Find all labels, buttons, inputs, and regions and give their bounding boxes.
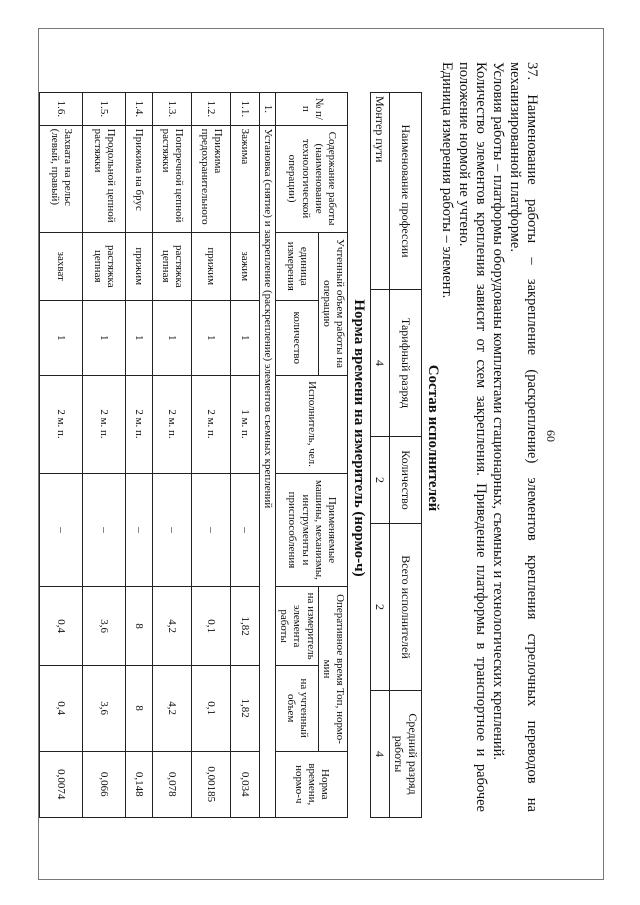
staff-total: 2 <box>371 524 390 691</box>
row-num: 1.6. <box>39 93 82 126</box>
norm-section-num: 1. <box>259 93 275 126</box>
row-qty: 1 <box>191 301 230 375</box>
row-qty: 1 <box>230 301 259 375</box>
row-qty: 1 <box>152 301 191 375</box>
table-row <box>152 93 191 818</box>
row-per-meter: 3,6 <box>82 587 125 665</box>
row-norm: 0,0074 <box>39 751 82 817</box>
row-per-meter: 1,82 <box>230 587 259 665</box>
row-unit: прижим <box>191 232 230 301</box>
row-qty: 1 <box>125 301 152 375</box>
staff-title: Состав исполнителей <box>425 364 441 512</box>
row-executor: 2 м. п. <box>39 375 82 473</box>
row-qty: 1 <box>82 301 125 375</box>
norm-header-content: Содержание работы (наименование технологической операции) <box>276 125 348 232</box>
row-executor: 1 м. п. <box>230 375 259 473</box>
page-number: 60 <box>544 430 558 442</box>
table-row <box>191 93 230 818</box>
paragraph-unit: Единица измерения работы – элемент. <box>439 62 455 299</box>
rotated-page-content <box>48 58 560 818</box>
paragraph-work-name: 37. Наименование работы – закрепление (раскрепление) элементов крепления стрелочных переводов на механизированной платформе. <box>507 62 540 812</box>
staff-table <box>370 92 422 818</box>
row-machines: – <box>39 473 82 587</box>
table-row <box>230 93 259 818</box>
row-norm: 0,148 <box>125 751 152 817</box>
row-content: Зажима <box>230 125 259 232</box>
row-unit: растяжка цепная <box>152 232 191 301</box>
staff-row <box>371 93 390 818</box>
row-executor: 2 м. п. <box>125 375 152 473</box>
row-unit: зажим <box>230 232 259 301</box>
norm-section-label: Установка (снятие) и закрепление (раскрепление) элементов съемных креплений <box>259 125 275 817</box>
staff-profession: Монтер пути <box>371 93 390 290</box>
staff-grade: 4 <box>371 290 390 437</box>
norm-title: Норма времени на измеритель (нормо-ч) <box>351 299 367 577</box>
row-num: 1.2. <box>191 93 230 126</box>
row-per-volume: 0,1 <box>191 665 230 751</box>
norm-header-per-volume: на учтенный объем <box>276 665 319 751</box>
description-block <box>438 62 540 812</box>
norm-header-qty: количество <box>276 301 319 375</box>
row-unit: растяжка цепная <box>82 232 125 301</box>
norm-header-row-1 <box>318 93 347 818</box>
row-norm: 0,034 <box>230 751 259 817</box>
staff-avg-grade: 4 <box>371 691 390 818</box>
table-row <box>82 93 125 818</box>
staff-header-row <box>390 93 422 818</box>
row-unit: прижим <box>125 232 152 301</box>
paragraph-conditions: Условия работы – платформы оборудованы комплектами стационарных, съемных и технологических креплений. <box>490 62 506 761</box>
row-num: 1.3. <box>152 93 191 126</box>
norm-header-norm: Норма времени, нормо-ч <box>276 751 348 817</box>
row-norm: 0,00185 <box>191 751 230 817</box>
row-content: Поперечной цепной растяжки <box>152 125 191 232</box>
row-machines: – <box>152 473 191 587</box>
row-machines: – <box>82 473 125 587</box>
row-content: Прижима предохранительного <box>191 125 230 232</box>
row-per-volume: 1,82 <box>230 665 259 751</box>
row-per-meter: 4,2 <box>152 587 191 665</box>
row-machines: – <box>230 473 259 587</box>
row-norm: 0,078 <box>152 751 191 817</box>
row-per-meter: 0,1 <box>191 587 230 665</box>
row-per-volume: 8 <box>125 665 152 751</box>
row-num: 1.4. <box>125 93 152 126</box>
row-machines: – <box>125 473 152 587</box>
norm-header-machines: Применяемые машины, механизмы, инструменты и приспособления <box>276 473 348 587</box>
staff-header-profession: Наименование профессии <box>390 93 422 290</box>
norm-rows <box>39 93 259 818</box>
row-per-meter: 0,4 <box>39 587 82 665</box>
row-executor: 2 м. п. <box>152 375 191 473</box>
row-per-volume: 0,4 <box>39 665 82 751</box>
staff-header-count: Количество <box>390 437 422 524</box>
row-unit: захват <box>39 232 82 301</box>
row-executor: 2 м. п. <box>191 375 230 473</box>
row-content: Продольной цепной растяжки <box>82 125 125 232</box>
row-qty: 1 <box>39 301 82 375</box>
staff-header-grade: Тарифный разряд <box>390 290 422 437</box>
norm-table <box>39 92 348 818</box>
row-num: 1.1. <box>230 93 259 126</box>
staff-header-avg-grade: Средний разряд работы <box>390 691 422 818</box>
norm-header-optime: Оперативное время Топ, нормо-мин <box>318 587 347 751</box>
row-content: Захвата на рельс (левый, правый) <box>39 125 82 232</box>
norm-section-row <box>259 93 275 818</box>
row-norm: 0,066 <box>82 751 125 817</box>
row-content: Прижима на брус <box>125 125 152 232</box>
norm-header-volume: Учтенный объем работы на операцию <box>318 232 347 375</box>
norm-header-num: № п/п <box>276 93 348 126</box>
norm-header-executor: Исполнитель, чел. <box>276 375 348 473</box>
table-row <box>39 93 82 818</box>
row-machines: – <box>191 473 230 587</box>
row-per-volume: 3,6 <box>82 665 125 751</box>
norm-header-unit: единица измерения <box>276 232 319 301</box>
row-num: 1.5. <box>82 93 125 126</box>
row-executor: 2 м. п. <box>82 375 125 473</box>
row-per-meter: 8 <box>125 587 152 665</box>
table-row <box>125 93 152 818</box>
staff-count: 2 <box>371 437 390 524</box>
staff-header-total: Всего исполнителей <box>390 524 422 691</box>
paragraph-elements: Количество элементов крепления зависит от схем закрепления. Приведение платформы в транспортное и рабочее положение нормой не учтено. <box>456 62 489 812</box>
norm-header-per-meter: на измеритель элемента работы <box>276 587 319 665</box>
row-per-volume: 4,2 <box>152 665 191 751</box>
